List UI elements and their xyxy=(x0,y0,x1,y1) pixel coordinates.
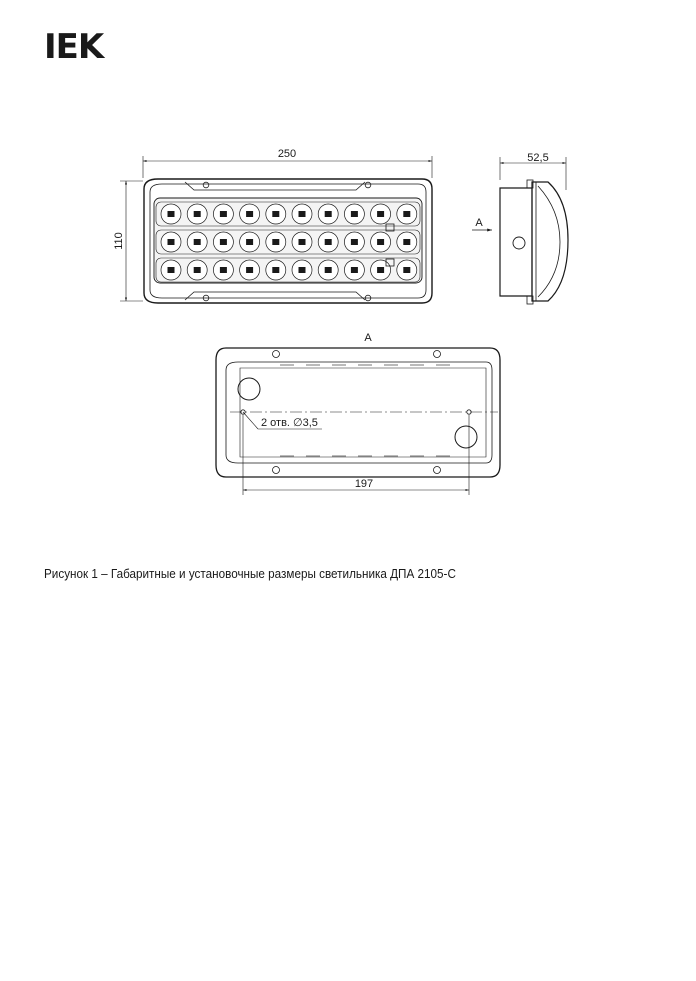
led-chip xyxy=(351,268,357,273)
led-chip xyxy=(325,212,331,217)
led-chip xyxy=(220,268,226,273)
led-chip xyxy=(299,268,305,273)
side-view xyxy=(472,157,568,304)
led-chip xyxy=(404,268,410,273)
led-chip xyxy=(247,268,253,273)
led-chip xyxy=(378,268,384,273)
width-label: 250 xyxy=(277,148,297,160)
led-chip xyxy=(325,240,331,245)
rear-view xyxy=(216,348,500,495)
led-chip xyxy=(247,212,253,217)
led-chip xyxy=(351,240,357,245)
led-chip xyxy=(299,212,305,217)
led-chip xyxy=(404,240,410,245)
led-chip xyxy=(404,212,410,217)
led-chip xyxy=(351,212,357,217)
led-chip xyxy=(378,212,384,217)
led-chip xyxy=(220,240,226,245)
rear-view-title: A xyxy=(364,332,372,344)
led-chip xyxy=(168,240,174,245)
hole-spacing-label: 197 xyxy=(354,478,374,490)
view-arrow-label: A xyxy=(475,217,483,229)
led-chip xyxy=(299,240,305,245)
front-view xyxy=(120,156,432,303)
led-chip xyxy=(168,268,174,273)
led-chip xyxy=(378,240,384,245)
led-chip xyxy=(273,240,279,245)
led-chip xyxy=(325,268,331,273)
led-chip xyxy=(194,212,200,217)
figure-caption: Рисунок 1 – Габаритные и установочные размеры светильника ДПА 2105-С xyxy=(44,566,456,581)
led-chip xyxy=(220,212,226,217)
led-chip xyxy=(194,268,200,273)
iek-logo: IEK xyxy=(44,27,104,67)
led-chip xyxy=(194,240,200,245)
led-chip xyxy=(273,212,279,217)
led-chip xyxy=(273,268,279,273)
depth-label: 52,5 xyxy=(527,152,549,164)
led-chip xyxy=(247,240,253,245)
holes-note: 2 отв. ∅3,5 xyxy=(261,417,318,429)
height-label: 110 xyxy=(113,232,125,250)
led-chip xyxy=(168,212,174,217)
